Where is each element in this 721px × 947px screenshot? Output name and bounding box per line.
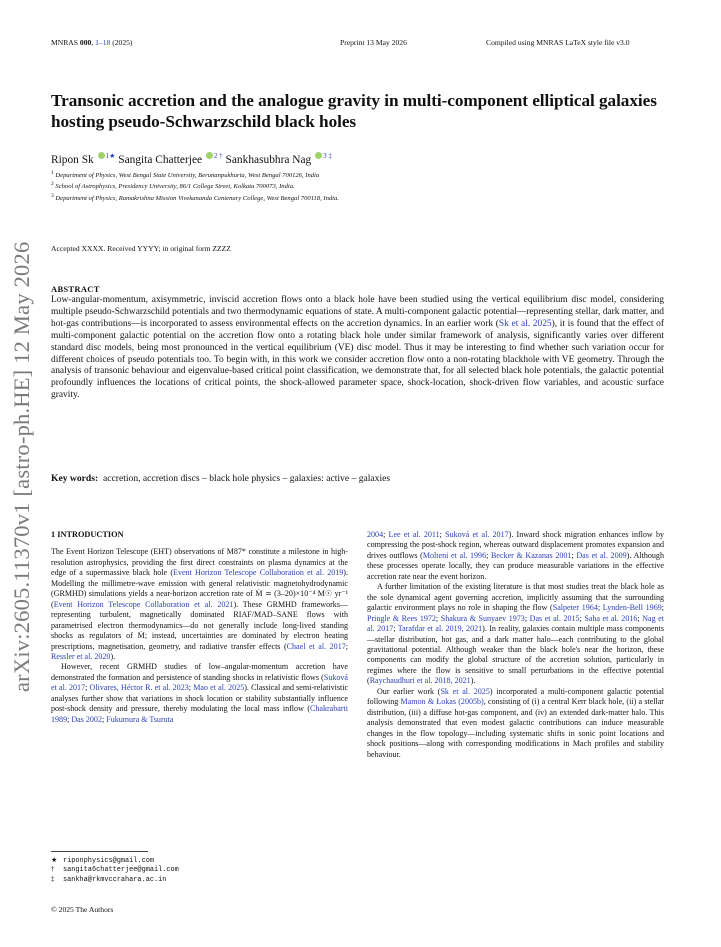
section-heading: 1 INTRODUCTION — [51, 530, 124, 539]
orcid-icon[interactable] — [206, 152, 213, 159]
footnote-email[interactable]: † sangita6chatterjee@gmail.com — [51, 866, 179, 874]
citation-link[interactable]: Lee et al. 2011 — [388, 530, 440, 539]
citation-link[interactable]: Das et al. 2015 — [529, 613, 580, 623]
author-name: Ripon Sk — [51, 154, 94, 166]
body-column-left — [51, 530, 348, 725]
citation-link[interactable]: Suková et al. 2017 — [51, 672, 348, 693]
author-affiliation-mark[interactable]: 2 † — [213, 152, 223, 161]
body-text: A further limitation of the existing literature is that most studies treat the black hole as the sole dynamical agent governing accretion, implicitly assuming that the surrounding galactic environment plays no role in shaping the flow ( — [367, 582, 664, 613]
body-paragraph — [51, 547, 348, 662]
affiliation: $^1$ Department of Physics, West Bengal State University, Berunanpukhuria, West Bengal 700126, India — [51, 170, 320, 180]
author-affiliation-mark[interactable]: 1★ — [105, 152, 116, 161]
body-text: ). These GRMHD frameworks—representing turbulent, magnetically dominated RIAF/MAD–SANE flows with parametrised electron thermodynamics—do not generally include long-lived standing shocks as regulators of Ṁ; instead, uncertainties are dominated by electron heating prescriptions, magnetisation, geometry, and radiative transfer effects ( — [51, 599, 348, 651]
body-text: ; — [435, 613, 441, 623]
body-paragraph — [367, 530, 664, 582]
body-text: ; — [345, 641, 348, 651]
citation-link[interactable]: Event Horizon Telescope Collaboration et al. 2019 — [173, 568, 344, 578]
body-text: ). — [470, 676, 476, 686]
citation-link[interactable]: Event Horizon Telescope Collaboration et al. 2021 — [53, 599, 234, 609]
body-paragraph — [51, 662, 348, 725]
citation-link[interactable]: Raychaudhuri et al. 2018, 2021 — [369, 676, 471, 686]
body-text: ; — [383, 530, 389, 539]
body-text: ; — [524, 613, 530, 623]
author-name: Sankhasubhra Nag — [225, 154, 312, 166]
body-text: ). Modelling the millimetre-wave emission with general relativistic magnetohydrodynamic (GRMHD) simulations yields a near-horizon accretion rate of Ṁ ≃ (3–20)×10⁻⁴ M☉ yr⁻¹ ( — [51, 568, 348, 609]
citation-link[interactable]: Chael et al. 2017 — [286, 641, 346, 651]
body-text: ; — [67, 714, 72, 724]
citation-link[interactable]: Mao et al. 2025 — [193, 683, 245, 693]
body-paragraph — [367, 582, 664, 687]
compiled-note: Compiled using MNRAS LaTeX style file v3.0 — [486, 38, 630, 47]
body-text: ; — [579, 613, 585, 623]
citation-link[interactable]: Becker & Kazanas 2001 — [491, 550, 572, 560]
body-text: The Event Horizon Telescope (EHT) observations of M87* constitute a milestone in high-resolution astrophysics, providing the first direct constraints on plasma dynamics at the edge of a supermassive black hole ( — [51, 547, 348, 578]
body-text: ; — [393, 624, 398, 634]
citation-link[interactable]: Sk et al. 2025 — [498, 318, 552, 329]
footnote-email[interactable]: ★ riponphysics@gmail.com — [51, 857, 154, 865]
citation-link[interactable]: Tarafdar et al. 2019, 2021 — [397, 624, 483, 634]
copyright: © 2025 The Authors — [51, 905, 114, 914]
body-text: ; — [571, 550, 577, 560]
citation-link[interactable]: Pringle & Rees 1972 — [367, 613, 436, 623]
body-text: ). Although these processes operate locally, they can produce measurable variations in the effective accretion rate near the event horizon. — [367, 550, 664, 581]
body-text: However, recent GRMHD studies of low–angular-momentum accretion have demonstrated the formation and persistence of standing shocks in relativistic flows ( — [51, 662, 348, 682]
orcid-icon[interactable] — [98, 152, 105, 159]
keywords: Key words: accretion, accretion discs – black hole physics – galaxies: active – galaxies — [51, 473, 391, 484]
body-text: ; — [597, 603, 603, 613]
body-text: ; — [188, 683, 194, 693]
body-text: ; — [661, 603, 664, 613]
body-paragraph — [367, 687, 664, 760]
abstract-body: Low-angular-momentum, axisymmetric, inviscid accretion flows onto a black hole have been studied using the vertical equilibrium disc model, considering multiple pseudo-Schwarzschild potentials and two thermodynamic equations of state. A multi-component galactic potential—representing stellar, dark matter, and hot-gas contributions—is incorporated to assess environmental effects on the accretion dynamics. In an earlier work (Sk et al. 2025), it is found that the effect of multi-component galactic potential on the accretion flow onto a rotating black hole under similar framework of analysis, significantly varies over different standard disc models, being most pronounced in the vertical equilibrium (VE) disc model. Thus it may be interesting to find whether such variation occur for different choices of pseudo potentials too. To begin with, in this work we consider accretion flow onto a non-rotating blackhole with VE geometry. Through the analysis of transonic behaviour and eigenvalue-based critical point classification, we demonstrate that, for all selected black hole potentials, the galactic potential profoundly influences the locations of critical points, the shock-allowed parameter space, shock-location, shock-driven flow variables, and acoustic surface gravity. — [51, 295, 665, 401]
author-list — [51, 152, 332, 166]
citation-link[interactable]: Suková et al. 2017 — [445, 530, 509, 539]
body-text: ; — [85, 683, 90, 693]
citation-link[interactable]: Mamon & Łokas (2005b) — [400, 697, 484, 707]
citation-link[interactable]: Lynden-Bell 1969 — [602, 603, 662, 613]
body-text: ). In reality, galaxies contain multiple mass components—stellar distribution, hot gas, and a dark matter halo—each contributing to the global gravitational potential. Although weaker than the black hole's near the horizon, these components can modify the global structure of the accretion solution, particularly in regimes where the flow is sensitive to small perturbations in the effective potential ( — [367, 624, 664, 686]
body-text: ; — [486, 550, 492, 560]
citation-link[interactable]: 2004 — [367, 530, 384, 539]
author-name: Sangita Chatterjee — [118, 154, 203, 166]
running-header-left: MNRAS 000, 1–18 (2025) — [51, 38, 133, 47]
author-affiliation-mark[interactable]: 3 ‡ — [323, 152, 332, 161]
citation-link[interactable]: Ressler et al. 2020 — [51, 651, 111, 661]
page-range-link[interactable]: 1–18 — [95, 38, 111, 47]
body-text: ). Classical and semi-relativistic analyses further show that variations in shock location or stability substantially influence post-shock density and pressure, thereby modulating the local mass inflow ( — [51, 683, 349, 714]
citation-link[interactable]: Nag et al. 2017 — [367, 613, 664, 634]
body-text: ; — [637, 613, 643, 623]
preprint-date: Preprint 13 May 2026 — [340, 38, 407, 47]
citation-link[interactable]: Molteni et al. 1996 — [422, 550, 487, 560]
citation-link[interactable]: Chakrabarti 1989 — [51, 704, 348, 724]
citation-link[interactable]: Saha et al. 2016 — [584, 613, 638, 623]
body-text: , consisting of (i) a central Kerr black hole, (ii) a stellar distribution, (iii) a diffuse hot-gas component, and (iv) an extended dark-matter halo. This analysis demonstrated that even modest galactic contributions can induce measurable changes in the flow topology—including systematic shifts in sonic point locations and shock positions—along with corresponding modifications in Mach profiles and stability behaviour. — [367, 697, 664, 759]
citation-link[interactable]: Das 2002 — [71, 714, 102, 724]
citation-link[interactable]: Shakura & Sunyaev 1973 — [440, 613, 525, 623]
affiliation: $^3$ Department of Physics, Ramakrishna Mission Vivekananda Centenary College, West Bengal 700118, India. — [51, 193, 339, 203]
footnote-rule — [51, 851, 148, 852]
arxiv-stamp: arXiv:2605.11370v1 [astro-ph.HE] 12 May 2026 — [9, 241, 34, 692]
citation-link[interactable]: Olivares, Héctor R. et al. 2023 — [89, 683, 189, 693]
body-text: ; — [101, 714, 107, 724]
accepted-line: Accepted XXXX. Received YYYY; in original form ZZZZ — [51, 244, 231, 253]
affiliation: $^2$ School of Astrophysics, Presidency University, 86/1 College Street, Kolkata 700073, India. — [51, 181, 295, 191]
citation-link[interactable]: Fukumura & Tsuruta — [106, 714, 174, 724]
body-text: Our earlier work ( — [377, 686, 441, 696]
body-column-right — [367, 530, 664, 760]
body-text: ) incorporated a multi-component galactic potential following — [367, 686, 664, 707]
citation-link[interactable]: Das et al. 2009 — [576, 550, 627, 560]
orcid-icon[interactable] — [315, 152, 322, 159]
footnote-email[interactable]: ‡ sankha@rkmvccrahara.ac.in — [51, 876, 167, 884]
body-text: ). — [110, 651, 116, 661]
body-text: ; — [439, 530, 446, 539]
abstract-heading: ABSTRACT — [51, 284, 100, 294]
citation-link[interactable]: Sk et al. 2025 — [440, 686, 490, 696]
body-text: ). Inward shock migration enhances inflow by compressing the post-shock region, whereas outward displacement promotes expansion and drives outflows ( — [367, 530, 665, 560]
paper-title: Transonic accretion and the analogue gravity in multi-component elliptical galaxies hosting pseudo-Schwarzschild black holes — [51, 91, 657, 131]
citation-link[interactable]: Salpeter 1964 — [552, 603, 598, 613]
